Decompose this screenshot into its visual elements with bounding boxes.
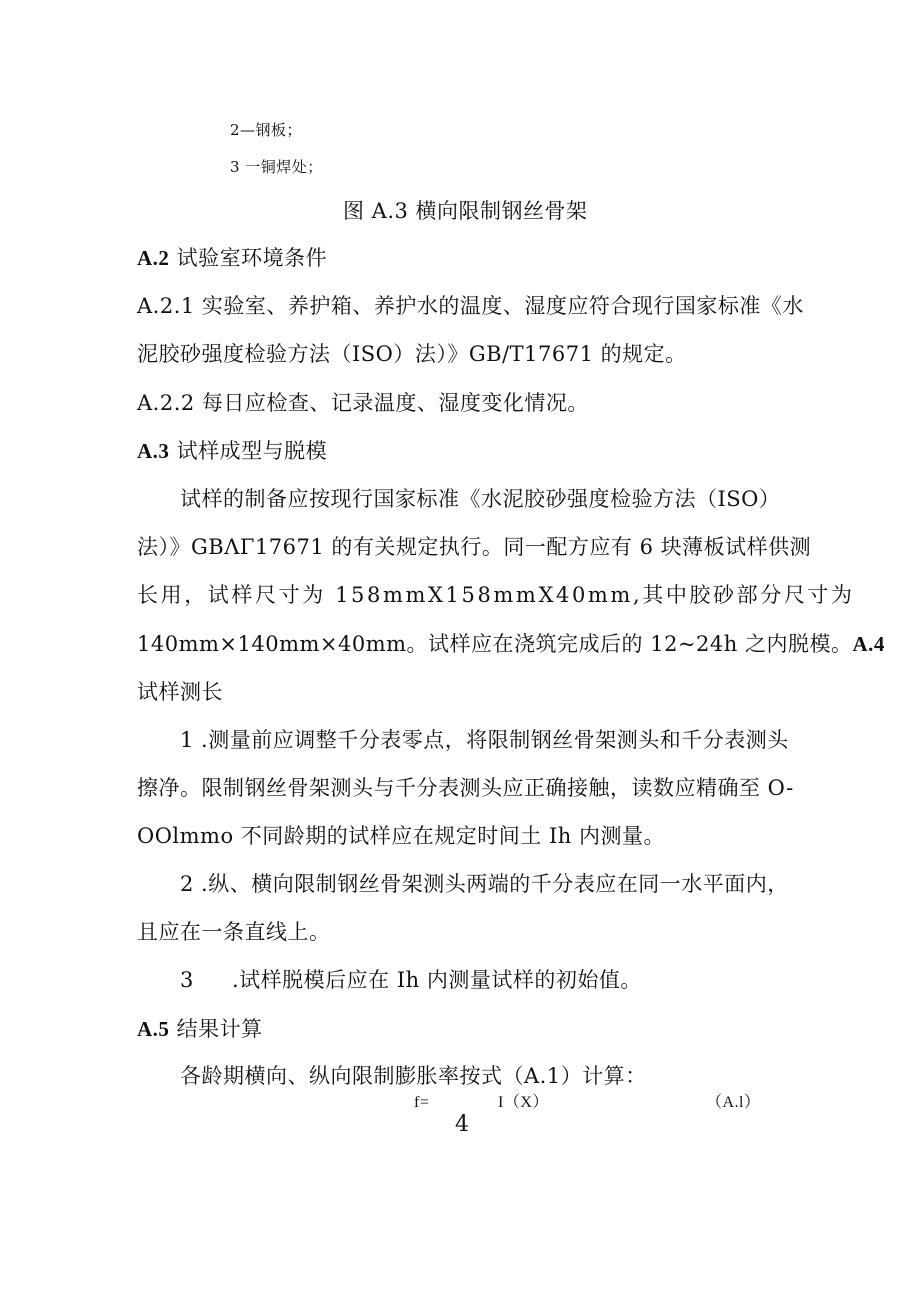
legend-item-2: 2—钢板； [230,121,303,139]
section-a2-heading [137,244,327,272]
a4-item2-line2: 且应在一条直线上。 [137,920,331,944]
section-a3-para-line3: 长用，试样尺寸为 158mmX158mmX40mm,其中胶砂部分尺寸为 [137,583,855,607]
formula-rhs: I（X） [498,1094,549,1111]
section-a3-para-line4 [137,630,885,658]
legend-item-3: 3 一铜焊处； [230,158,323,176]
formula-tag: （A.l） [706,1094,761,1111]
section-a3-para-line4-text: 140mm×140mm×40mm。试样应在浇筑完成后的 12~24h 之内脱模。 [137,632,853,656]
section-a2-number: A.2 [137,246,170,270]
section-a2-title: 试验室环境条件 [169,246,328,270]
section-a3-para-line2: 法）》GBΛΓ17671 的有关规定执行。同一配方应有 6 块薄板试样供测 [137,535,812,559]
a4-item1-line1: 1 .测量前应调整千分表零点，将限制钢丝骨架测头和千分表测头 [180,728,789,752]
section-a5-heading [137,1015,263,1043]
a4-item1-line3: OOlmmo 不同龄期的试样应在规定时间土 Ih 内测量。 [137,824,665,848]
section-a3-para-line1: 试样的制备应按现行国家标准《水泥胶砂强度检验方法（ISO） [180,487,781,511]
clause-a221-line2: 泥胶砂强度检验方法（ISO）法）》GB/T17671 的规定。 [137,342,687,366]
a4-item1-line2: 擦净。限制钢丝骨架测头与千分表测头应正确接触，读数应精确至 O- [137,776,794,800]
section-a5-intro: 各龄期横向、纵向限制膨胀率按式（A.1）计算： [180,1064,647,1088]
section-a3-title: 试样成型与脱模 [169,439,328,463]
section-a4-title: 试样测长 [137,680,223,704]
page-number: 4 [455,1112,470,1137]
section-a3-heading [137,437,327,465]
a4-item3-text: .试样脱模后应在 Ih 内测量试样的初始值。 [232,968,642,992]
section-a3-number: A.3 [137,439,170,463]
section-a4-number: A.4 [852,632,885,656]
section-a5-number: A.5 [137,1017,170,1041]
figure-caption: 图 A.3 横向限制钢丝骨架 [343,199,588,223]
formula-lhs: f= [414,1094,430,1111]
clause-a222: A.2.2 每日应检查、记录温度、湿度变化情况。 [137,391,589,415]
clause-a221-line1: A.2.1 实验室、养护箱、养护水的温度、湿度应符合现行国家标准《水 [137,294,804,318]
a4-item2-line1: 2 .纵、横向限制钢丝骨架测头两端的千分表应在同一水平面内， [180,872,789,896]
section-a5-title: 结果计算 [169,1017,263,1041]
a4-item3-number: 3 [180,968,194,992]
